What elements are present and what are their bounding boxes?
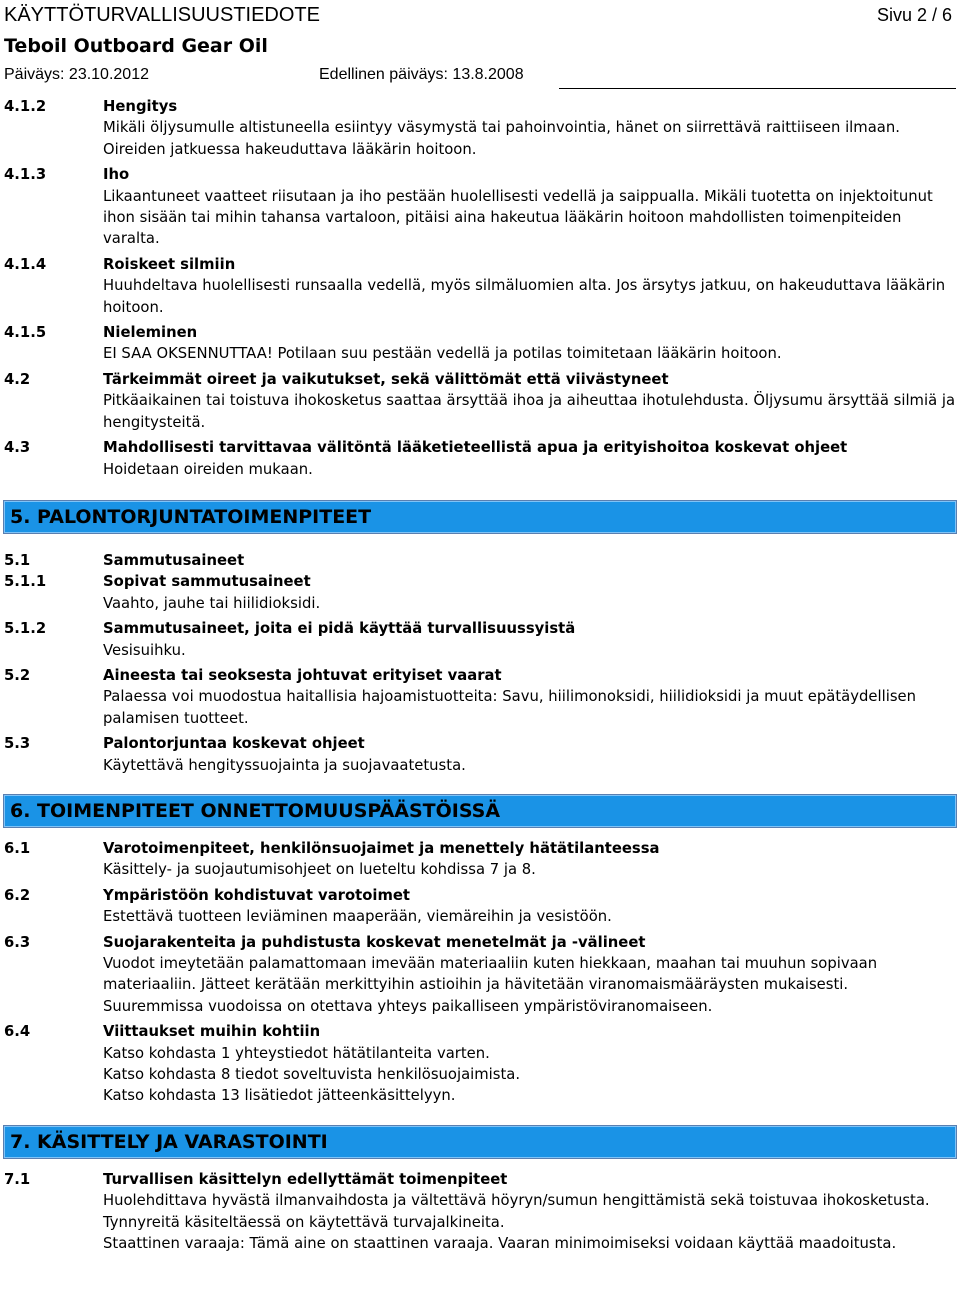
section-number: 4.2 <box>4 370 31 388</box>
section-5-1-2 <box>0 618 960 661</box>
section-text: Huuhdeltava huolellisesti runsaalla vedellä, myös silmäluomien alta. Jos ärsytys jatkuu, on hakeuduttava lääkärin hoitoon. <box>103 277 946 316</box>
section-text: Käytettävä hengityssuojainta ja suojavaatetusta. <box>103 756 466 774</box>
section-title: Viittaukset muihin kohtiin <box>103 1023 321 1041</box>
section-number: 6.1 <box>4 839 31 857</box>
section-text: Likaantuneet vaatteet riisutaan ja iho pestään huolellisesti vedellä ja saippualla. Mikäli tuotetta on injektoitunut ihon sisään tai mihin tahansa vartaloon, pitäisi aina hakeutua lääkärin hoitoon mahdollisten toimenpiteiden varalta. <box>103 187 933 248</box>
section-5-banner: 5. PALONTORJUNTATOIMENPITEET <box>3 500 957 534</box>
section-text: Huolehdittava hyvästä ilmanvaihdosta ja vältettävä höyryn/sumun hengittämistä sekä toistuvaa ihokosketusta. Tynnyreitä käsiteltäessä on käytettävä turvajalkineita. Staattinen varaaja: Tämä aine on staattinen varaaja. Vaaran minimoimiseksi voidaan käyttää maadoitusta. <box>103 1192 930 1253</box>
section-text: Vesisuihku. <box>103 641 186 659</box>
section-text: Pitkäaikainen tai toistuva ihokosketus saattaa ärsyttää ihoa ja aiheuttaa ihotulehdusta. Öljysumu ärsyttää silmiä ja hengitysteitä. <box>103 392 956 431</box>
page-number: Sivu 2 / 6 <box>876 5 952 25</box>
section-4-1-4 <box>0 254 960 318</box>
section-4-1-5 <box>0 322 960 365</box>
section-number: 4.1.3 <box>4 166 47 184</box>
section-number: 4.3 <box>4 439 31 457</box>
section-title: Sammutusaineet <box>103 551 245 569</box>
section-7-banner: 7. KÄSITTELY JA VARASTOINTI <box>3 1125 957 1159</box>
document-body <box>0 96 960 1254</box>
section-number: 5.1.2 <box>4 620 47 638</box>
section-title: Turvallisen käsittelyn edellyttämät toimenpiteet <box>103 1170 508 1188</box>
section-5-1 <box>0 550 960 571</box>
section-number: 5.1 <box>4 551 31 569</box>
section-text: Katso kohdasta 1 yhteystiedot hätätilanteita varten. Katso kohdasta 8 tiedot soveltuvista henkilösuojaimista. Katso kohdasta 13 lisätiedot jätteenkäsittelyyn. <box>103 1044 521 1105</box>
section-title: Sopivat sammutusaineet <box>103 573 311 591</box>
section-text: Hoidetaan oireiden mukaan. <box>103 460 313 478</box>
section-number: 6.3 <box>4 933 31 951</box>
section-text: Käsittely- ja suojautumisohjeet on lueteltu kohdissa 7 ja 8. <box>103 861 536 879</box>
section-6-1 <box>0 838 960 881</box>
section-6-2 <box>0 885 960 928</box>
section-text: EI SAA OKSENNUTTAA! Potilaan suu pestään vedellä ja potilas toimitetaan lääkärin hoitoon. <box>103 345 782 363</box>
previous-date: Edellinen päiväys: 13.8.2008 <box>319 66 524 83</box>
section-number: 4.1.2 <box>4 98 47 115</box>
section-4-3 <box>0 437 960 480</box>
section-text: Mikäli öljysumulle altistuneella esiintyy väsymystä tai pahoinvointia, hänet on siirrettävä raittiiseen ilmaan. Oireiden jatkuessa hakeuduttava lääkärin hoitoon. <box>103 119 900 158</box>
section-title: Palontorjuntaa koskevat ohjeet <box>103 735 365 753</box>
section-number: 6.4 <box>4 1023 31 1041</box>
section-title: Aineesta tai seoksesta johtuvat erityiset vaarat <box>103 666 502 684</box>
section-title: Nieleminen <box>103 324 198 342</box>
section-text: Palaessa voi muodostua haitallisia hajoamistuotteita: Savu, hiilimonoksidi, hiilidioksidi ja muut epätäydellisen palamisen tuotteet. <box>103 688 917 727</box>
section-number: 5.2 <box>4 666 31 684</box>
product-name: Teboil Outboard Gear Oil <box>4 35 268 57</box>
section-title: Iho <box>103 166 130 184</box>
header-rule <box>559 88 956 89</box>
section-title: Mahdollisesti tarvittavaa välitöntä lääketieteellistä apua ja erityishoitoa koskevat ohjeet <box>103 439 848 457</box>
section-number: 4.1.4 <box>4 255 47 273</box>
section-5-1-1 <box>0 571 960 614</box>
issue-date: Päiväys: 23.10.2012 <box>4 66 149 83</box>
section-6-3 <box>0 932 960 1018</box>
section-text: Vaahto, jauhe tai hiilidioksidi. <box>103 594 321 612</box>
section-number: 5.1.1 <box>4 573 47 591</box>
section-title: Suojarakenteita ja puhdistusta koskevat menetelmät ja -välineet <box>103 933 646 951</box>
section-title: Hengitys <box>103 98 178 115</box>
section-title: Tärkeimmät oireet ja vaikutukset, sekä välittömät että viivästyneet <box>103 370 669 388</box>
section-title: Sammutusaineet, joita ei pidä käyttää turvallisuussyistä <box>103 620 576 638</box>
section-number: 7.1 <box>4 1170 31 1188</box>
section-title: Varotoimenpiteet, henkilönsuojaimet ja menettely hätätilanteessa <box>103 839 660 857</box>
section-5-3 <box>0 733 960 776</box>
section-5-2 <box>0 665 960 729</box>
section-7-1 <box>0 1169 960 1255</box>
section-number: 6.2 <box>4 886 31 904</box>
section-title: Ympäristöön kohdistuvat varotoimet <box>103 886 410 904</box>
section-number: 5.3 <box>4 735 31 753</box>
section-text: Vuodot imeytetään palamattomaan imevään materiaaliin kuten hiekkaan, maahan tai muuhun sopivaan materiaaliin. Jätteet kerätään merkittyihin astioihin ja hävitetään viranomaismääräysten mukaisesti. Suuremmissa vuodoissa on otettava yhteys paikalliseen ympäristöviranomaiseen. <box>103 955 878 1015</box>
section-4-2 <box>0 369 960 433</box>
section-text: Estettävä tuotteen leviäminen maaperään, viemäreihin ja vesistöön. <box>103 908 612 926</box>
section-number: 4.1.5 <box>4 324 47 342</box>
section-6-4 <box>0 1021 960 1107</box>
section-4-1-3 <box>0 164 960 250</box>
section-4-1-2 <box>0 96 960 160</box>
section-6-banner: 6. TOIMENPITEET ONNETTOMUUSPÄÄSTÖISSÄ <box>3 794 957 828</box>
document-type: KÄYTTÖTURVALLISUUSTIEDOTE <box>4 4 320 26</box>
section-title: Roiskeet silmiin <box>103 255 236 273</box>
